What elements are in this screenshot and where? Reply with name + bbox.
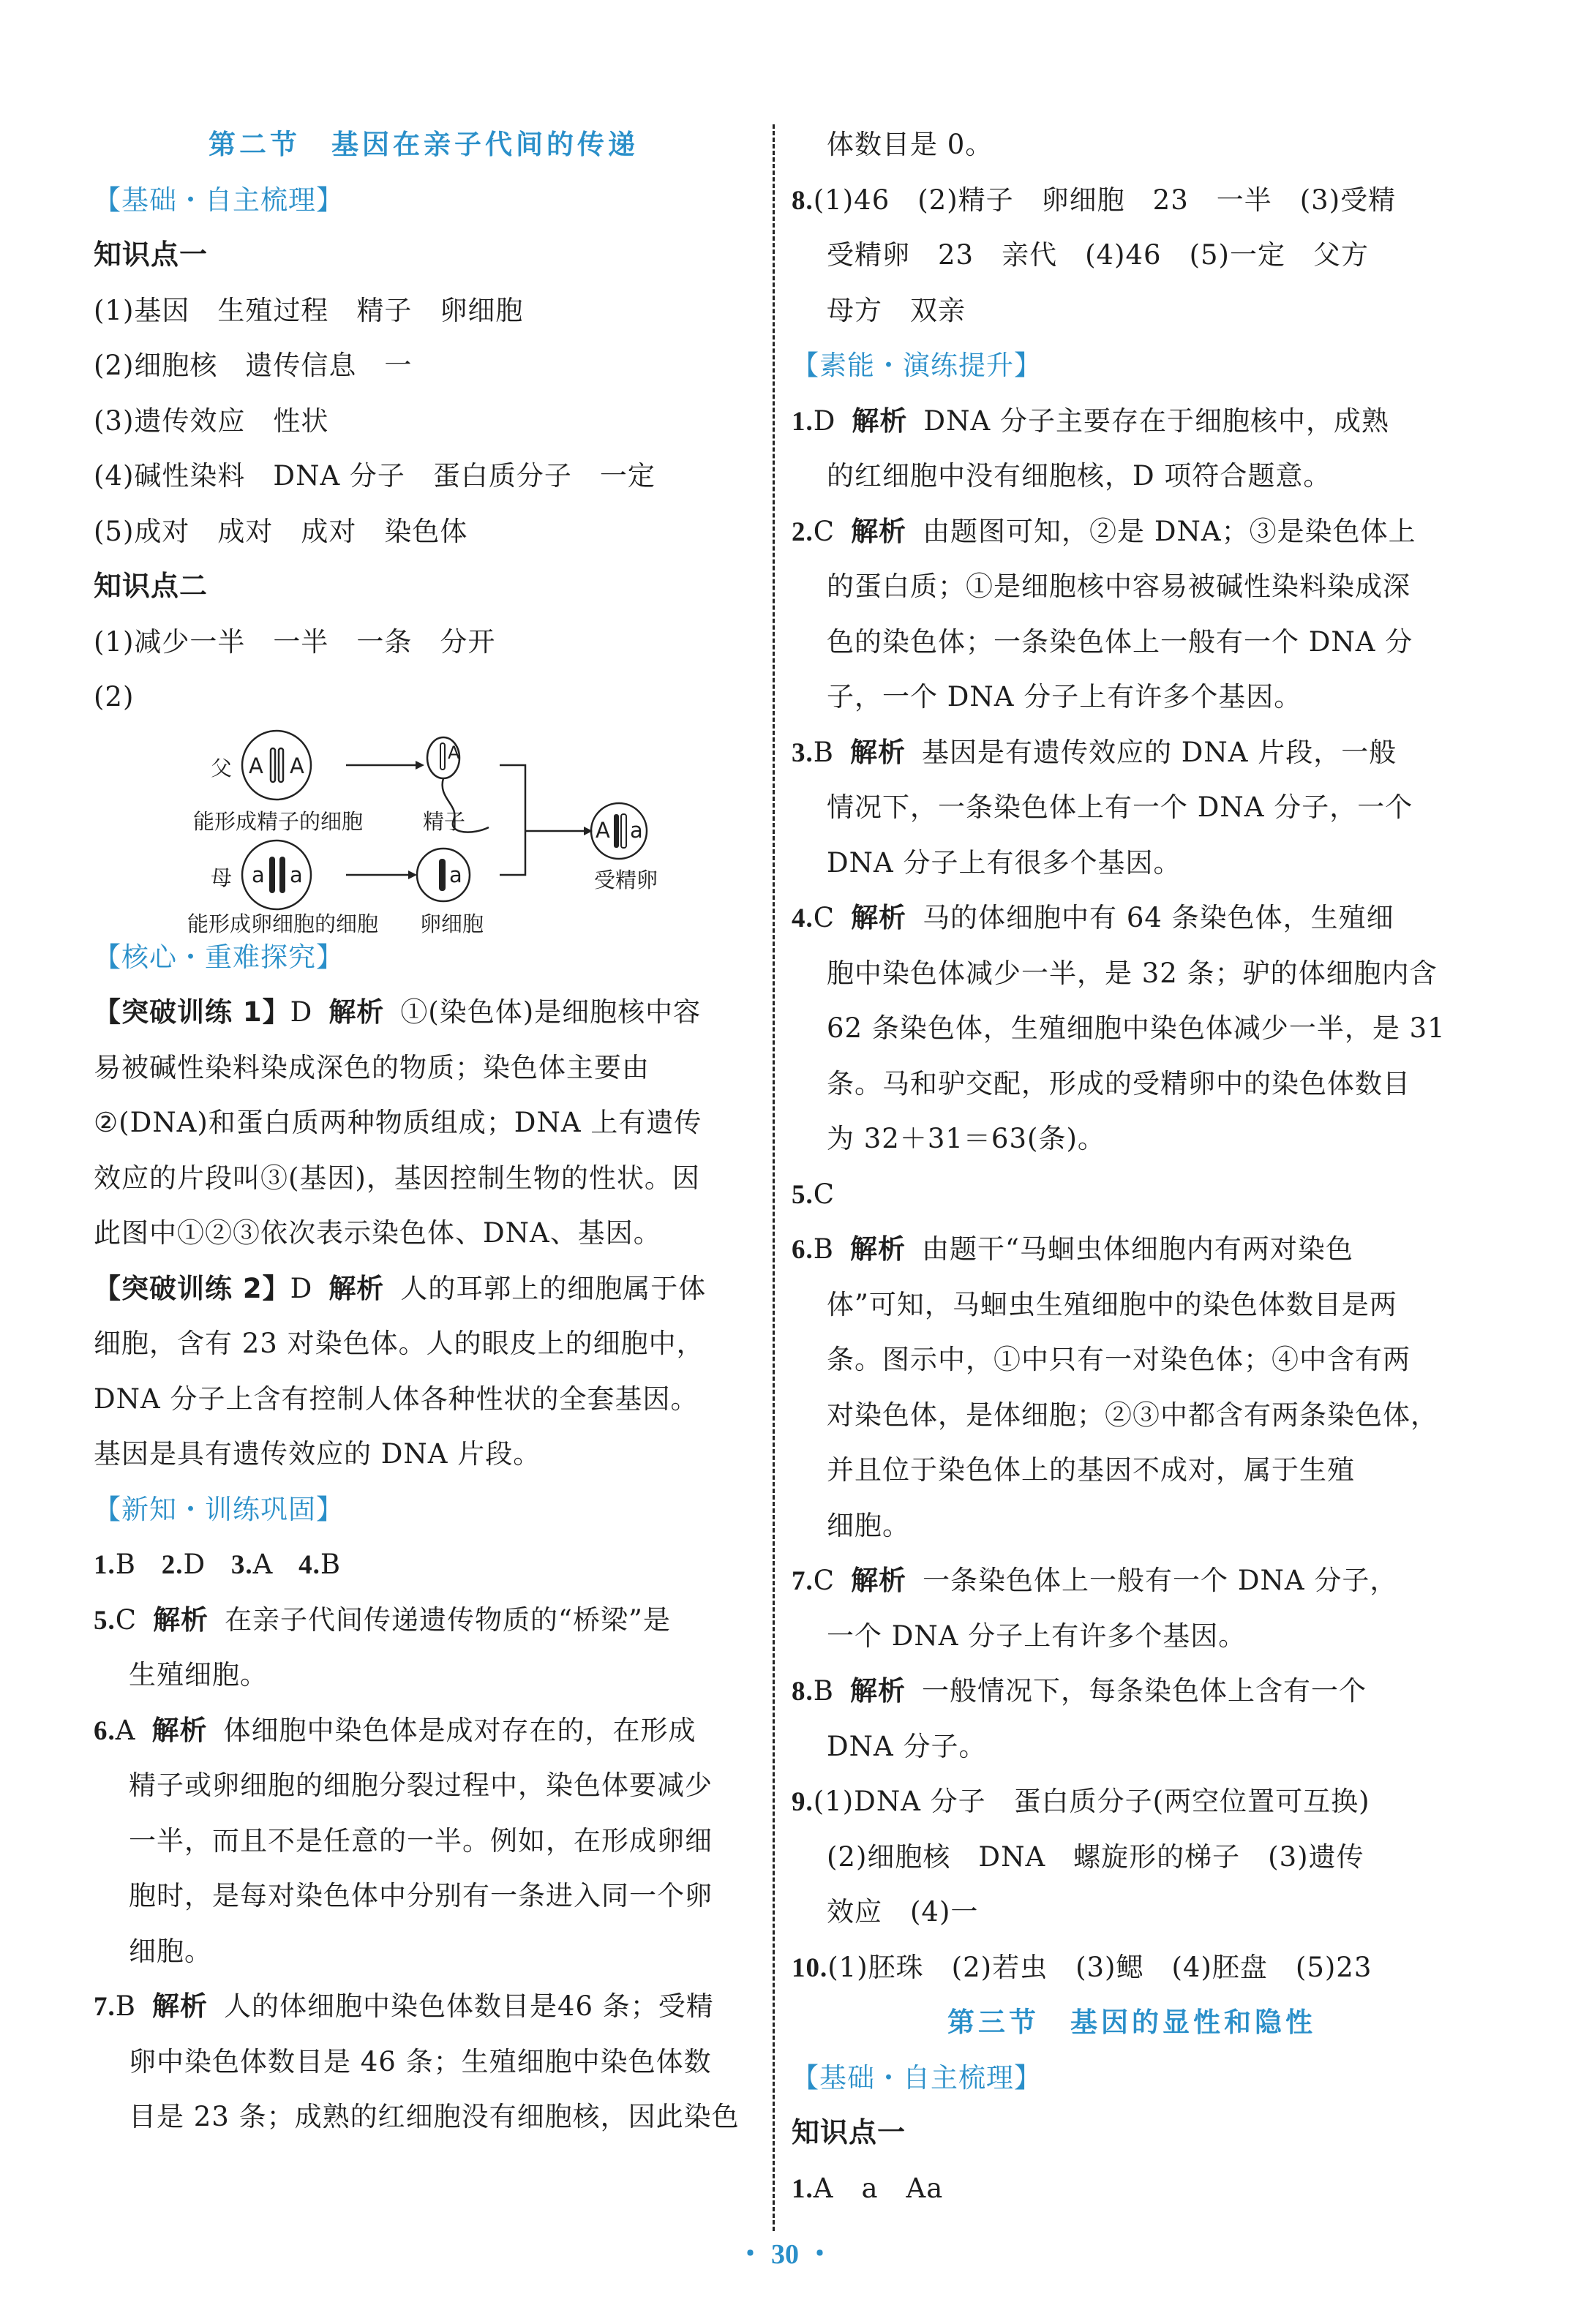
kp1-line: (2)细胞核 遗传信息 一 bbox=[94, 350, 413, 381]
right-column bbox=[792, 117, 1472, 2216]
answer-8-line: 母方 双亲 bbox=[827, 294, 966, 326]
skill-section-label: 【素能・演练提升】 bbox=[792, 350, 1042, 381]
answer-7-line: 卵中染色体数目是 46 条；生殖细胞中染色体数 bbox=[129, 2045, 712, 2077]
section-title: 第二节 基因在亲子代间的传递 bbox=[209, 129, 639, 160]
gene-A-label: A bbox=[448, 742, 460, 763]
column-divider bbox=[773, 124, 775, 2231]
answer-7-line: 目是 23 条；成熟的红细胞没有细胞核，因此染色 bbox=[129, 2101, 740, 2132]
gene-A-label: A bbox=[290, 753, 304, 778]
answer-6-line: 胞时，是每对染色体中分别有一条进入同一个卵 bbox=[129, 1880, 713, 1911]
answer-6-line: 精子或卵细胞的细胞分裂过程中，染色体要减少 bbox=[129, 1770, 713, 1801]
skill-answer-9: 9.(1)DNA 分子 蛋白质分子(两空位置可互换) bbox=[792, 1786, 1370, 1817]
skill-answer-line: 的蛋白质；①是细胞核中容易被碱性染料染成深 bbox=[827, 571, 1411, 602]
skill-answer-line: 并且位于染色体上的基因不成对，属于生殖 bbox=[827, 1454, 1355, 1486]
skill-answer-line: 条。图示中，①中只有一对染色体；④中含有两 bbox=[827, 1344, 1411, 1375]
answer-8: 8.(1)46 (2)精子 卵细胞 23 一半 (3)受精 bbox=[792, 184, 1397, 216]
skill-answer-line: 62 条染色体，生殖细胞中染色体减少一半，是 31 bbox=[827, 1012, 1446, 1044]
kp1-line: (5)成对 成对 成对 染色体 bbox=[94, 515, 468, 547]
training-1-line: 此图中①②③依次表示染色体、DNA、基因。 bbox=[94, 1217, 661, 1249]
skill-answers bbox=[792, 394, 1472, 1996]
answer-last: 1.A a Aa bbox=[792, 2172, 944, 2204]
skill-answer-line: 为 32＋31＝63(条)。 bbox=[827, 1123, 1105, 1154]
answer-7: 7.B 解析 人的体细胞中染色体数目是46 条；受精 bbox=[94, 1990, 714, 2022]
skill-answer-line: 的红细胞中没有细胞核，D 项符合题意。 bbox=[827, 460, 1332, 492]
new-section-label: 【新知・训练巩固】 bbox=[94, 1493, 344, 1525]
skill-answer-2: 2.C 解析 由题图可知，②是 DNA；③是染色体上 bbox=[792, 515, 1416, 547]
skill-answer-line: 效应 (4)一 bbox=[827, 1896, 979, 1928]
zygote-label: 受精卵 bbox=[594, 867, 658, 892]
gene-a-label: a bbox=[449, 862, 462, 887]
training-1-line: 效应的片段叫③(基因)，基因控制生物的性状。因 bbox=[94, 1162, 700, 1194]
basic-section-label-2: 【基础・自主梳理】 bbox=[792, 2061, 1042, 2094]
skill-answer-3: 3.B 解析 基因是有遗传效应的 DNA 片段，一般 bbox=[792, 736, 1397, 768]
skill-answer-line: 条。马和驴交配，形成的受精卵中的染色体数目 bbox=[827, 1067, 1411, 1099]
answer-6-line: 细胞。 bbox=[129, 1935, 212, 1967]
kp1-line: (1)基因 生殖过程 精子 卵细胞 bbox=[94, 294, 524, 326]
skill-answer-6: 6.B 解析 由题干“马蛔虫体细胞内有两对染色 bbox=[792, 1233, 1353, 1265]
training-2: 【突破训练 2】D 解析 人的耳郭上的细胞属于体 bbox=[94, 1272, 707, 1304]
gene-a-label: a bbox=[252, 862, 265, 887]
skill-answer-line: 体”可知，马蛔虫生殖细胞中的染色体数目是两 bbox=[827, 1288, 1397, 1320]
answers-1-4: 1.B 2.D 3.A 4.B bbox=[94, 1549, 342, 1580]
skill-answer-line: 色的染色体；一条染色体上一般有一个 DNA 分 bbox=[827, 625, 1413, 658]
training-1: 【突破训练 1】D 解析 ①(染色体)是细胞核中容 bbox=[94, 996, 702, 1028]
skill-answer-line: 细胞。 bbox=[827, 1509, 910, 1541]
kp1-line: (3)遗传效应 性状 bbox=[94, 405, 329, 437]
skill-answer-line: 一个 DNA 分子上有许多个基因。 bbox=[827, 1620, 1247, 1652]
skill-answer-5: 5.C bbox=[792, 1178, 835, 1210]
training-2-line: 细胞，含有 23 对染色体。人的眼皮上的细胞中， bbox=[94, 1328, 705, 1359]
skill-answer-4: 4.C 解析 马的体细胞中有 64 条染色体，生殖细 bbox=[792, 902, 1394, 933]
skill-answer-8: 8.B 解析 一般情况下，每条染色体上含有一个 bbox=[792, 1675, 1367, 1707]
gene-a-label: a bbox=[290, 862, 303, 887]
father-cell-label: 能形成精子的细胞 bbox=[193, 808, 364, 834]
training-1-line: ②(DNA)和蛋白质两种物质组成；DNA 上有遗传 bbox=[94, 1107, 702, 1138]
skill-answer-line: 对染色体，是体细胞；②③中都含有两条染色体， bbox=[827, 1399, 1438, 1431]
skill-answer-10: 10.(1)胚珠 (2)若虫 (3)鳃 (4)胚盘 (5)23 bbox=[792, 1951, 1372, 1983]
egg-label: 卵细胞 bbox=[420, 911, 484, 936]
father-label: 父 bbox=[211, 755, 233, 781]
training-1-line: 易被碱性染料染成深色的物质；染色体主要由 bbox=[94, 1051, 650, 1083]
gene-a-label: a bbox=[630, 817, 643, 843]
fertilization-diagram bbox=[94, 725, 754, 936]
skill-answer-line: (2)细胞核 DNA 螺旋形的梯子 (3)遗传 bbox=[827, 1840, 1364, 1873]
core-section-label: 【核心・重难探究】 bbox=[94, 941, 344, 973]
sperm-label: 精子 bbox=[423, 808, 466, 834]
knowledge-point-1b: 知识点一 bbox=[792, 2116, 906, 2148]
skill-answer-line: 子，一个 DNA 分子上有许多个基因。 bbox=[827, 681, 1302, 712]
mother-cell-label: 能形成卵细胞的细胞 bbox=[187, 911, 379, 936]
answer-5-line: 生殖细胞。 bbox=[129, 1659, 268, 1691]
skill-answer-line: DNA 分子。 bbox=[827, 1730, 987, 1762]
skill-answer-7: 7.C 解析 一条染色体上一般有一个 DNA 分子， bbox=[792, 1565, 1398, 1596]
section-title-3: 第三节 基因的显性和隐性 bbox=[947, 2007, 1316, 2038]
answer-6-line: 一半，而且不是任意的一半。例如，在形成卵细 bbox=[129, 1824, 713, 1857]
kp2-line: (1)减少一半 一半 一条 分开 bbox=[94, 625, 496, 658]
answer-8-line: 受精卵 23 亲代 (4)46 (5)一定 父方 bbox=[827, 239, 1369, 271]
kp2-line: (2) bbox=[94, 681, 135, 712]
gene-A-label: A bbox=[249, 753, 263, 778]
training-2-line: DNA 分子上含有控制人体各种性状的全套基因。 bbox=[94, 1383, 699, 1415]
page-number: ・ 30 ・ bbox=[736, 2239, 834, 2270]
answer-7-continued: 体数目是 0。 bbox=[827, 129, 994, 160]
basic-section-label: 【基础・自主梳理】 bbox=[94, 184, 344, 216]
knowledge-point-2: 知识点二 bbox=[94, 570, 209, 602]
mother-label: 母 bbox=[211, 865, 233, 890]
kp1-line: (4)碱性染料 DNA 分子 蛋白质分子 一定 bbox=[94, 460, 656, 492]
skill-answer-line: 情况下，一条染色体上有一个 DNA 分子，一个 bbox=[827, 791, 1413, 823]
left-column bbox=[94, 117, 754, 2145]
knowledge-point-1: 知识点一 bbox=[94, 238, 209, 271]
training-2-line: 基因是具有遗传效应的 DNA 片段。 bbox=[94, 1438, 541, 1470]
skill-answer-line: DNA 分子上有很多个基因。 bbox=[827, 846, 1182, 879]
skill-answer-1: 1.D 解析 DNA 分子主要存在于细胞核中，成熟 bbox=[792, 405, 1389, 437]
answer-6: 6.A 解析 体细胞中染色体是成对存在的，在形成 bbox=[94, 1714, 696, 1746]
gene-A-label: A bbox=[596, 817, 610, 843]
answer-5: 5.C 解析 在亲子代间传递遗传物质的“桥梁”是 bbox=[94, 1603, 671, 1636]
skill-answer-line: 胞中染色体减少一半，是 32 条；驴的体细胞内含 bbox=[827, 957, 1438, 989]
